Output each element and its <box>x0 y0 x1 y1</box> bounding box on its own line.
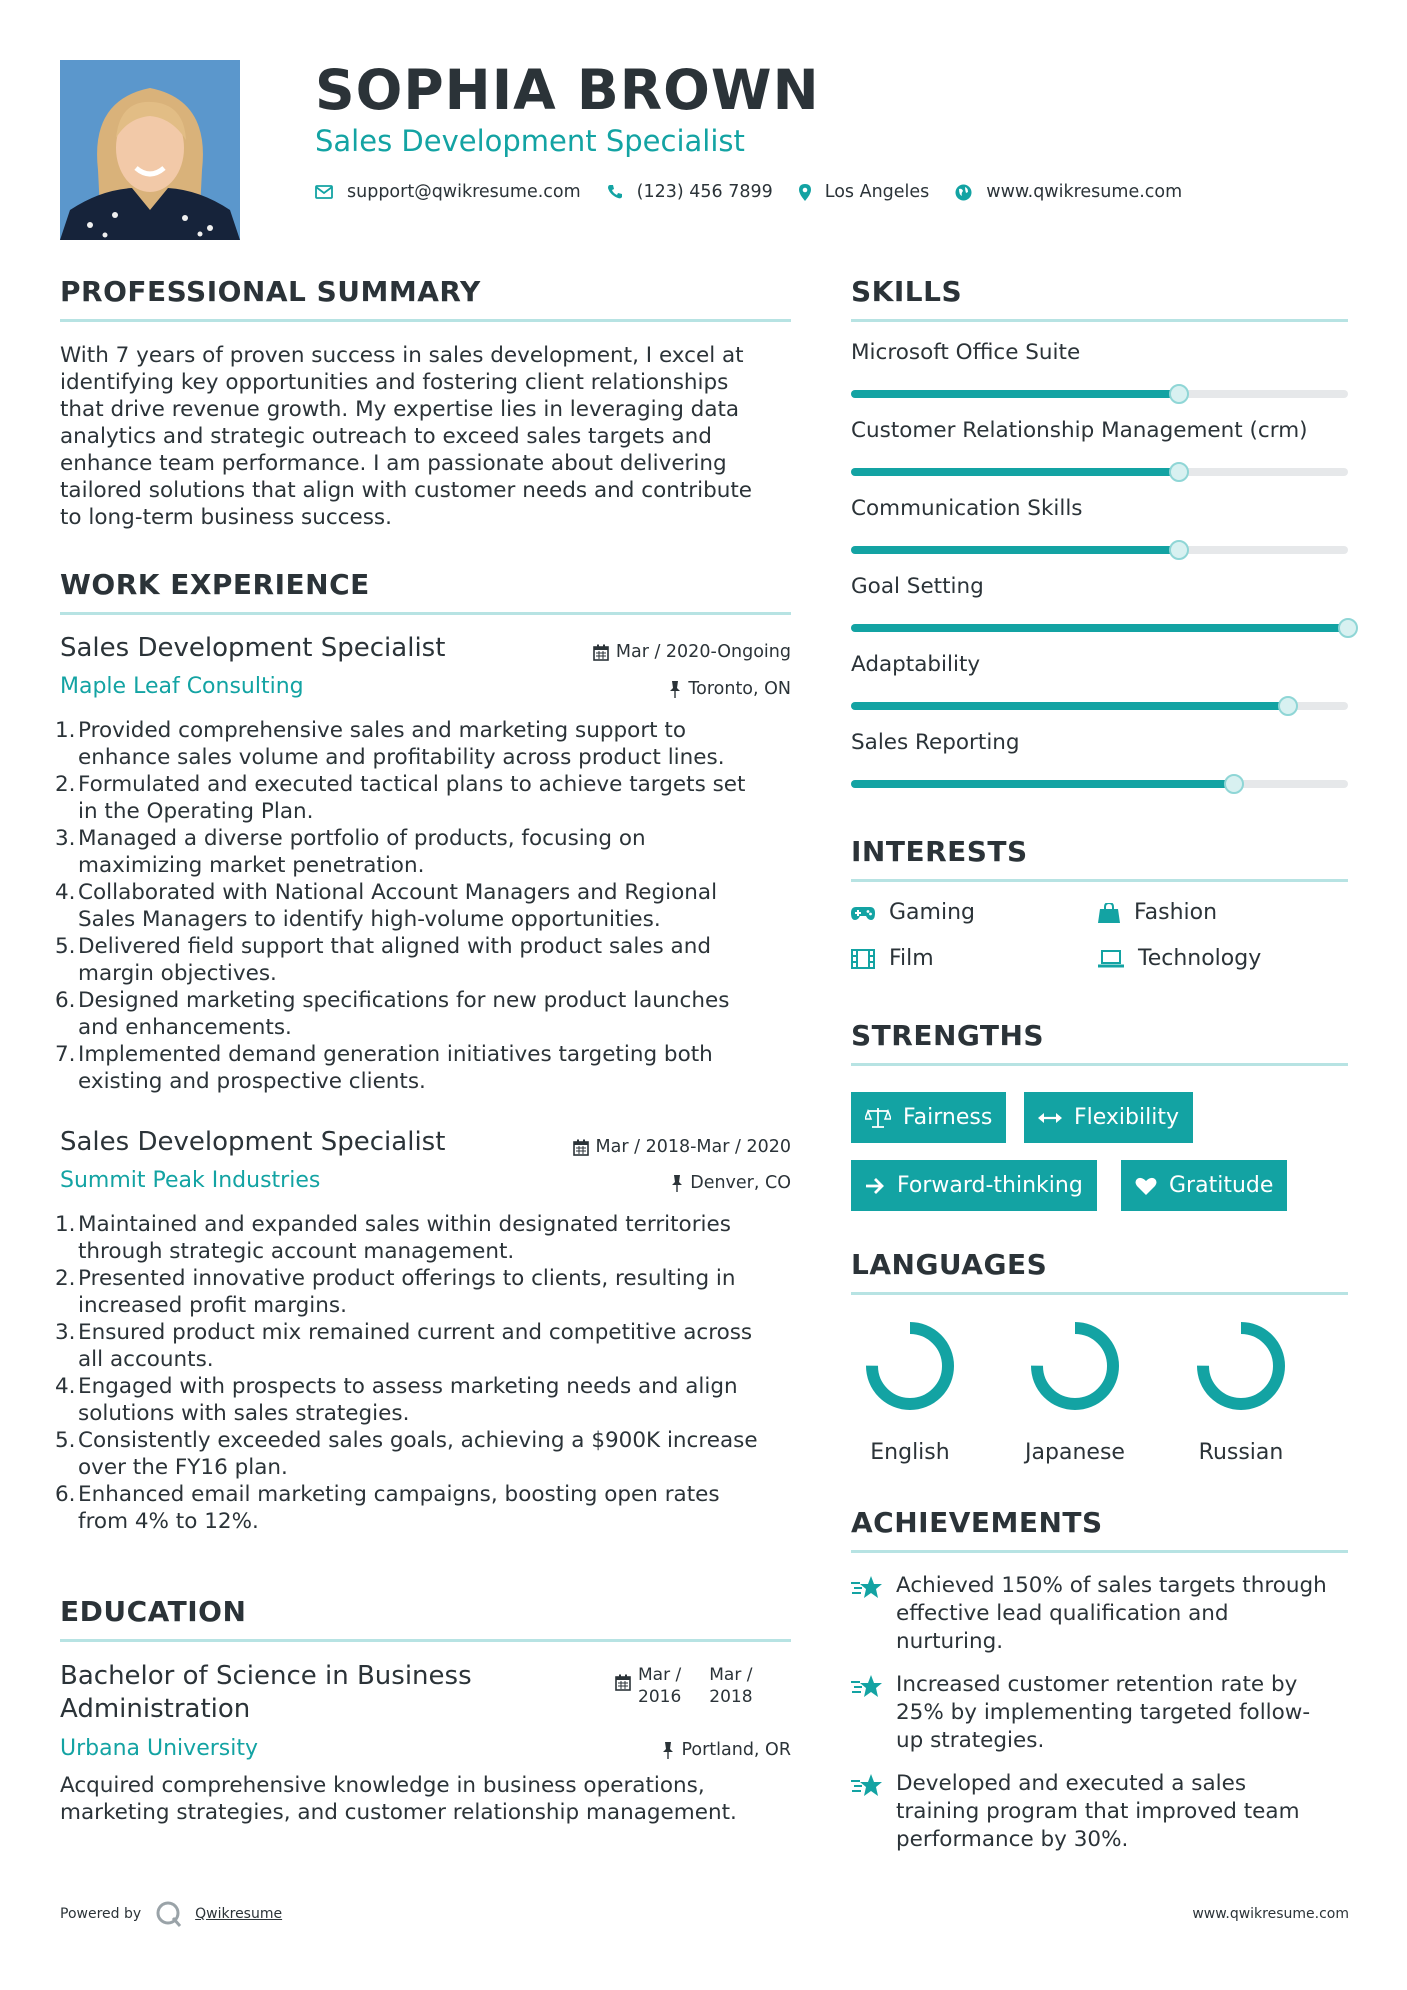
job-company: Maple Leaf Consulting <box>60 674 304 699</box>
job-company: Summit Peak Industries <box>60 1168 321 1193</box>
achievement-item: Developed and executed a sales training program that improved team performance by 30%. <box>851 1770 1351 1854</box>
skill-bar-knob <box>1278 696 1298 716</box>
list-item: 2. Formulated and executed tactical plans to achieve targets set in the Operating Plan. <box>55 772 746 824</box>
achievement-item: Achieved 150% of sales targets through effective lead qualification and nurturing. <box>851 1572 1351 1656</box>
skill-bar <box>851 546 1348 554</box>
skill-bar-fill <box>851 780 1234 788</box>
list-item: 1. Provided comprehensive sales and marketing support to enhance sales volume and profitability across product lines. <box>55 718 725 770</box>
language-ring <box>862 1318 958 1414</box>
skill-bar <box>851 468 1348 476</box>
summary-line: analytics and strategic outreach to exceed sales targets and <box>60 424 712 449</box>
languages-title: LANGUAGES <box>851 1248 1048 1281</box>
summary-title: PROFESSIONAL SUMMARY <box>60 275 481 308</box>
education-location <box>662 1740 791 1760</box>
skill-name: Microsoft Office Suite <box>851 340 1081 365</box>
map-pin-icon <box>799 184 811 201</box>
globe-icon <box>955 184 972 201</box>
language-ring-arc <box>872 1328 948 1404</box>
job-dates-text: Mar / 2018-Mar / 2020 <box>595 1137 791 1157</box>
degree-line: Bachelor of Science in Business <box>60 1661 472 1691</box>
list-item: 5. Delivered field support that aligned with product sales and margin objectives. <box>55 934 712 986</box>
interests-divider <box>851 879 1348 882</box>
candidate-name: SOPHIA BROWN <box>315 58 820 122</box>
education-description <box>60 1772 737 1826</box>
interest-label: Technology <box>1138 946 1262 971</box>
contact-email-text: support@qwikresume.com <box>347 182 581 202</box>
degree-title <box>60 1660 472 1726</box>
education-end: Mar / 2018 <box>709 1665 753 1707</box>
job-dates <box>573 1137 791 1157</box>
job-title: Sales Development Specialist <box>60 633 446 663</box>
pushpin-icon <box>671 1175 683 1192</box>
achievement-item: Increased customer retention rate by 25% by implementing targeted follow- up strategies. <box>851 1671 1351 1755</box>
summary-line: to long-term business success. <box>60 505 392 530</box>
star-icon <box>851 1575 883 1599</box>
phone-icon <box>607 184 623 200</box>
contact-phone[interactable] <box>607 182 773 202</box>
education-start: Mar / 2016 <box>638 1665 682 1707</box>
skill-name: Sales Reporting <box>851 730 1020 755</box>
language-ring-arc <box>1037 1328 1113 1404</box>
footer-powered-by <box>60 1900 282 1928</box>
degree-line: Administration <box>60 1694 251 1724</box>
job-title: Sales Development Specialist <box>60 1127 446 1157</box>
arrow-right-icon <box>865 1177 885 1195</box>
star-icon <box>851 1773 883 1797</box>
contact-location <box>799 182 930 202</box>
star-icon <box>851 1674 883 1698</box>
skill-bar-fill <box>851 390 1179 398</box>
interest-technology <box>1098 946 1261 971</box>
list-item: 3. Managed a diverse portfolio of products, focusing on maximizing market penetration. <box>55 826 646 878</box>
education-location-text: Portland, OR <box>681 1740 791 1760</box>
interest-label: Gaming <box>889 900 975 925</box>
interest-gaming <box>851 900 975 925</box>
summary-line: tailored solutions that align with customer needs and contribute <box>60 478 753 503</box>
skill-name: Adaptability <box>851 652 981 677</box>
language-item <box>835 1318 985 1465</box>
summary-line: enhance team performance. I am passionate about delivering <box>60 451 727 476</box>
job-dates-text: Mar / 2020-Ongoing <box>615 642 791 662</box>
summary-text <box>60 342 752 531</box>
skill-bar-fill <box>851 546 1179 554</box>
job-location <box>669 679 791 699</box>
education-dates <box>615 1664 753 1708</box>
interest-fashion <box>1098 900 1217 925</box>
list-item: 4. Engaged with prospects to assess marketing needs and align solutions with sales strategies. <box>55 1374 738 1426</box>
calendar-icon <box>593 644 609 661</box>
qwikresume-link[interactable]: Qwikresume <box>195 1906 283 1922</box>
interest-label: Fashion <box>1134 900 1218 925</box>
interests-title: INTERESTS <box>851 835 1028 868</box>
list-item: 4. Collaborated with National Account Managers and Regional Sales Managers to identify high-volume opportunities. <box>55 880 718 932</box>
skill-name: Goal Setting <box>851 574 984 599</box>
skill-bar-knob <box>1169 462 1189 482</box>
strength-badge-gratitude <box>1121 1160 1287 1211</box>
list-item: 7. Implemented demand generation initiatives targeting both existing and prospective clients. <box>55 1042 713 1094</box>
arrows-horizontal-icon <box>1038 1111 1062 1125</box>
skills-divider <box>851 319 1348 322</box>
strength-label: Forward-thinking <box>897 1173 1083 1198</box>
contact-bar <box>315 180 1208 204</box>
contact-email[interactable] <box>315 182 581 202</box>
strength-label: Gratitude <box>1169 1173 1274 1198</box>
strengths-divider <box>851 1063 1348 1066</box>
list-item: 6. Designed marketing specifications for new product launches and enhancements. <box>55 988 730 1040</box>
language-item <box>1000 1318 1150 1465</box>
skill-bar-knob <box>1338 618 1358 638</box>
job-location <box>671 1173 791 1193</box>
language-item <box>1166 1318 1316 1465</box>
skill-bar-fill <box>851 702 1288 710</box>
achievements-title: ACHIEVEMENTS <box>851 1506 1103 1539</box>
experience-title: WORK EXPERIENCE <box>60 568 370 601</box>
contact-website-text: www.qwikresume.com <box>986 182 1183 202</box>
profile-photo-image <box>60 60 240 240</box>
strength-badge-forward-thinking <box>851 1160 1097 1211</box>
strength-badge-flexibility <box>1024 1092 1193 1143</box>
language-name: English <box>870 1440 950 1465</box>
skill-bar <box>851 702 1348 710</box>
profile-photo <box>60 60 240 240</box>
school-name: Urbana University <box>60 1736 258 1761</box>
strength-badge-fairness <box>851 1092 1006 1143</box>
education-title: EDUCATION <box>60 1595 247 1628</box>
list-item: 5. Consistently exceeded sales goals, achieving a $900K increase over the FY16 plan. <box>55 1428 758 1480</box>
list-item: 1. Maintained and expanded sales within designated territories through strategic account management. <box>55 1212 731 1264</box>
list-item: 6. Enhanced email marketing campaigns, boosting open rates from 4% to 12%. <box>55 1482 720 1534</box>
education-divider <box>60 1639 791 1642</box>
bag-icon <box>1098 903 1120 923</box>
summary-line: identifying key opportunities and fostering client relationships <box>60 370 729 395</box>
gamepad-icon <box>851 905 875 921</box>
language-name: Russian <box>1198 1440 1284 1465</box>
pushpin-icon <box>669 681 681 698</box>
skill-name: Customer Relationship Management (crm) <box>851 418 1308 443</box>
skill-name: Communication Skills <box>851 496 1083 521</box>
contact-location-text: Los Angeles <box>824 182 930 202</box>
language-ring-arc <box>1203 1328 1279 1404</box>
language-name: Japanese <box>1025 1440 1125 1465</box>
contact-website[interactable] <box>955 182 1182 202</box>
strengths-title: STRENGTHS <box>851 1019 1045 1052</box>
pushpin-icon <box>662 1742 674 1759</box>
language-ring <box>1193 1318 1289 1414</box>
summary-divider <box>60 319 791 322</box>
skill-bar <box>851 780 1348 788</box>
achievements-divider <box>851 1550 1348 1553</box>
qwikresume-logo-icon <box>155 1900 183 1928</box>
job-dates <box>593 642 791 662</box>
strength-label: Flexibility <box>1074 1105 1179 1130</box>
education-desc-line: marketing strategies, and customer relationship management. <box>60 1800 737 1825</box>
footer-website[interactable]: www.qwikresume.com <box>1192 1906 1349 1922</box>
film-icon <box>851 949 875 969</box>
calendar-icon <box>615 1674 631 1691</box>
interest-film <box>851 946 934 971</box>
summary-line: that drive revenue growth. My expertise lies in leveraging data <box>60 397 740 422</box>
envelope-icon <box>315 185 333 199</box>
summary-line: With 7 years of proven success in sales development, I excel at <box>60 343 744 368</box>
list-item: 2. Presented innovative product offerings to clients, resulting in increased profit margins. <box>55 1266 736 1318</box>
job-responsibilities <box>55 1211 758 1535</box>
languages-divider <box>851 1292 1348 1295</box>
job-responsibilities <box>55 717 746 1095</box>
scale-icon <box>865 1107 891 1129</box>
powered-by-text: Powered by <box>60 1906 142 1922</box>
job-location-text: Denver, CO <box>690 1173 791 1193</box>
language-ring <box>1027 1318 1123 1414</box>
job-location-text: Toronto, ON <box>688 679 791 699</box>
strength-label: Fairness <box>903 1105 993 1130</box>
skill-bar-fill <box>851 624 1348 632</box>
interest-label: Film <box>889 946 934 971</box>
experience-divider <box>60 612 791 615</box>
education-desc-line: Acquired comprehensive knowledge in business operations, <box>60 1773 705 1798</box>
contact-phone-text: (123) 456 7899 <box>636 182 773 202</box>
skill-bar-knob <box>1169 540 1189 560</box>
candidate-role: Sales Development Specialist <box>315 124 745 158</box>
skill-bar-knob <box>1169 384 1189 404</box>
skill-bar-knob <box>1224 774 1244 794</box>
calendar-icon <box>573 1139 589 1156</box>
skill-bar <box>851 390 1348 398</box>
heart-icon <box>1135 1176 1157 1196</box>
skills-title: SKILLS <box>851 275 963 308</box>
list-item: 3. Ensured product mix remained current and competitive across all accounts. <box>55 1320 753 1372</box>
skill-bar-fill <box>851 468 1179 476</box>
skill-bar <box>851 624 1348 632</box>
laptop-icon <box>1098 950 1124 968</box>
